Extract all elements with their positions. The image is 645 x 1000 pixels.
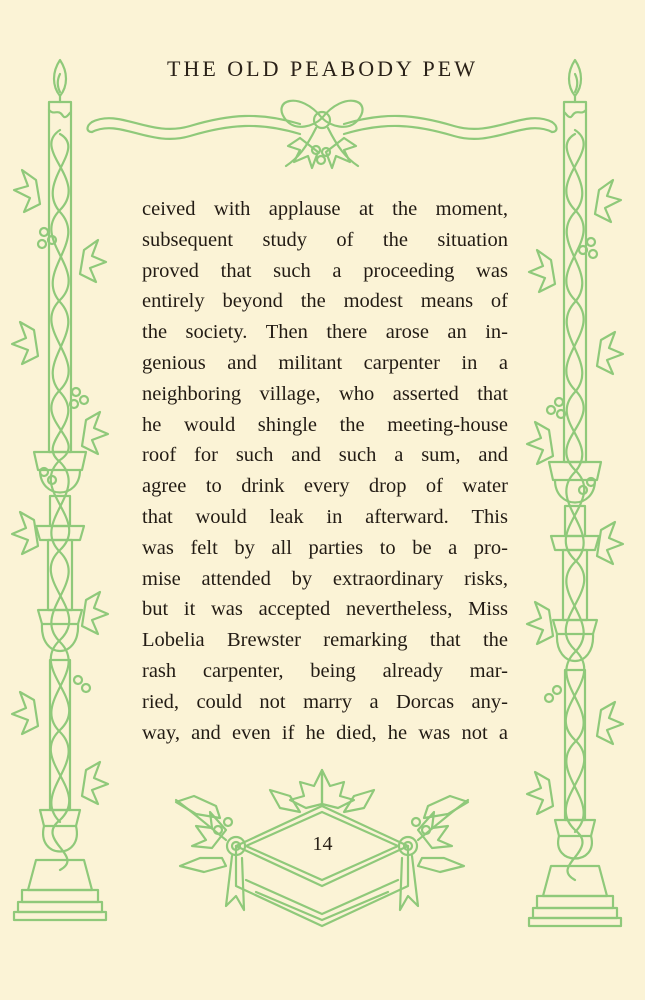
word: shingle: [257, 413, 318, 436]
text-line: [142, 687, 508, 718]
word: that: [220, 259, 252, 282]
word: neighboring: [142, 382, 242, 405]
text-line: [142, 410, 508, 441]
text-line: [142, 194, 508, 225]
word: carpenter: [363, 351, 440, 374]
word: to: [379, 536, 396, 559]
word: such: [338, 444, 377, 467]
word: means: [420, 290, 474, 313]
text-line: [142, 225, 508, 256]
word: Lobelia: [142, 629, 205, 652]
word: there: [326, 321, 368, 344]
word: with: [213, 198, 251, 220]
word: felt: [190, 536, 218, 559]
word: accepted: [258, 598, 331, 621]
word: it: [183, 598, 196, 621]
word: Brewster: [226, 629, 301, 652]
word: afterward.: [365, 505, 449, 528]
text-line: [142, 533, 508, 564]
text-line: [142, 471, 508, 502]
word: an: [447, 321, 467, 344]
word: a: [369, 690, 379, 713]
running-head: THE OLD PEABODY PEW: [167, 56, 478, 81]
text-line: [142, 718, 508, 749]
word: This: [471, 505, 508, 528]
word: village,: [259, 382, 321, 405]
word: not: [461, 721, 488, 744]
right-candle-icon: [527, 60, 623, 926]
word: the: [339, 413, 365, 436]
word: of: [490, 290, 508, 313]
word: Then: [265, 321, 308, 344]
word: modest: [343, 290, 403, 313]
word: be: [412, 536, 432, 559]
word: leak: [269, 505, 304, 528]
word: not: [259, 690, 286, 713]
word: the: [482, 629, 508, 652]
word: any-: [471, 690, 508, 713]
word: every: [303, 475, 350, 498]
word: by: [291, 567, 313, 590]
word: agree: [142, 475, 187, 498]
word: would: [195, 505, 247, 528]
word: mise: [142, 567, 181, 590]
word: the: [300, 290, 326, 313]
word: that: [142, 505, 173, 528]
word: remarking: [323, 629, 408, 652]
word: entirely: [142, 290, 205, 313]
word: and: [191, 721, 221, 744]
word: but: [142, 598, 169, 621]
word: he: [387, 721, 408, 744]
word: asserted: [392, 382, 459, 405]
word: drink: [241, 475, 285, 498]
word: meeting-house: [387, 413, 508, 436]
word: in-: [485, 321, 508, 344]
text-line: [142, 625, 508, 656]
word: mar-: [469, 659, 508, 682]
word: situation: [437, 228, 508, 251]
word: and: [478, 444, 508, 467]
word: sum,: [421, 444, 461, 467]
word: applause: [268, 198, 341, 220]
word: being: [310, 659, 356, 682]
word: who: [338, 382, 375, 405]
word: such: [235, 444, 274, 467]
body-text: [142, 194, 508, 748]
word: such: [273, 259, 311, 282]
word: even: [231, 721, 271, 744]
word: of: [336, 228, 354, 251]
word: the: [142, 321, 168, 344]
text-line: [142, 594, 508, 625]
word: a: [448, 536, 458, 559]
word: ceived: [142, 198, 196, 220]
word: a: [498, 721, 508, 744]
ribbon-bow-icon: [88, 101, 557, 168]
text-line: [142, 440, 508, 471]
word: beyond: [222, 290, 283, 313]
word: drop: [368, 475, 407, 498]
word: attended: [201, 567, 271, 590]
word: a: [332, 259, 342, 282]
word: water: [462, 475, 508, 498]
word: nevertheless,: [345, 598, 453, 621]
text-line: [142, 379, 508, 410]
word: by: [234, 536, 255, 559]
word: of: [425, 475, 443, 498]
word: parties: [308, 536, 364, 559]
word: extraordinary: [332, 567, 444, 590]
word: was: [418, 721, 451, 744]
word: would: [183, 413, 236, 436]
word: roof: [142, 444, 177, 467]
text-line: [142, 317, 508, 348]
word: study: [262, 228, 307, 251]
word: risks,: [464, 567, 508, 590]
word: was: [476, 259, 508, 282]
word: and: [227, 351, 257, 374]
word: all: [271, 536, 292, 559]
text-line: [142, 656, 508, 687]
text-line: [142, 502, 508, 533]
word: the: [382, 228, 408, 251]
word: a: [498, 351, 508, 374]
word: proved: [142, 259, 199, 282]
word: at: [358, 198, 374, 220]
word: moment,: [435, 198, 508, 220]
word: in: [326, 505, 343, 528]
word: the: [392, 198, 418, 220]
word: already: [382, 659, 443, 682]
word: he: [305, 721, 325, 744]
word: ried,: [142, 690, 179, 713]
text-line: [142, 286, 508, 317]
text-line: [142, 564, 508, 595]
word: and: [291, 444, 321, 467]
word: he: [142, 413, 162, 436]
word: Dorcas: [396, 690, 455, 713]
word: that: [429, 629, 461, 652]
word: society.: [185, 321, 248, 344]
word: pro-: [473, 536, 508, 559]
word: that: [477, 382, 508, 405]
word: to: [205, 475, 222, 498]
text-line: [142, 348, 508, 379]
word: for: [194, 444, 218, 467]
left-candle-icon: [12, 60, 108, 920]
text-line: [142, 256, 508, 287]
word: genious: [142, 351, 206, 374]
word: if: [281, 721, 295, 744]
word: carpenter,: [202, 659, 284, 682]
word: subsequent: [142, 228, 234, 251]
word: way,: [142, 721, 180, 744]
word: could: [196, 690, 242, 713]
word: a: [394, 444, 404, 467]
word: marry: [303, 690, 353, 713]
word: rash: [142, 659, 177, 682]
word: was: [142, 536, 174, 559]
word: in: [461, 351, 478, 374]
page-number: 14: [312, 833, 333, 855]
word: died,: [336, 721, 377, 744]
word: militant: [278, 351, 343, 374]
word: was: [210, 598, 243, 621]
word: proceeding: [363, 259, 455, 282]
word: Miss: [468, 598, 508, 621]
word: arose: [385, 321, 429, 344]
